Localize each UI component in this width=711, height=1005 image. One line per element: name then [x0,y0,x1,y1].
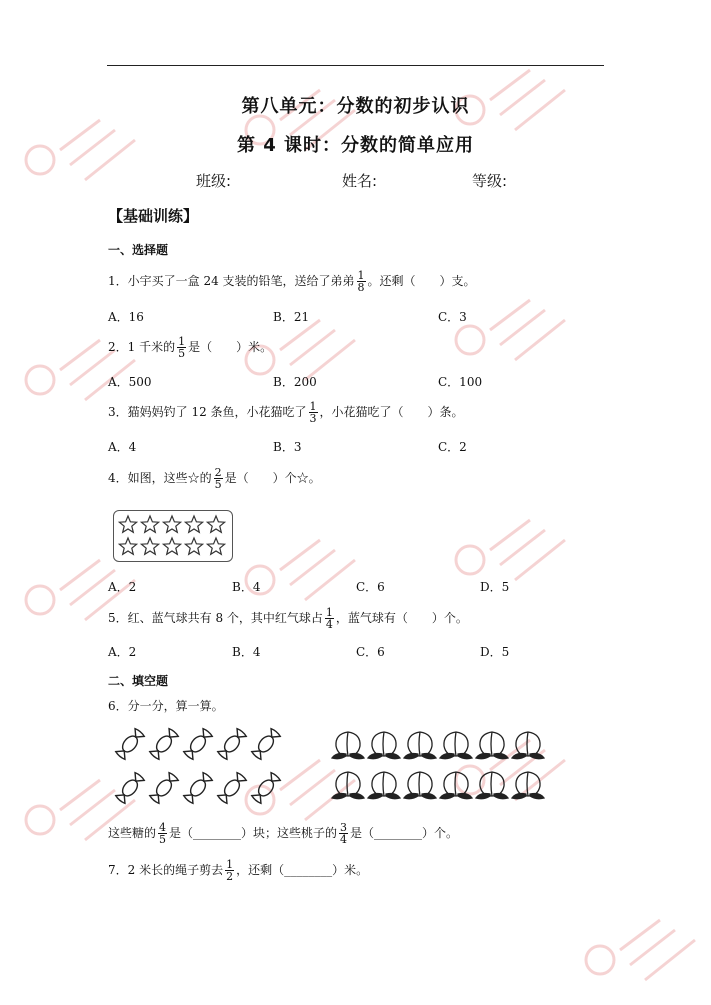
q5-text: 5．红、蓝气球共有 8 个，其中红气球占 [108,611,323,625]
watermark-mark [586,920,695,980]
q5-text-post: ，蓝气球有（ ）个。 [335,611,468,625]
candy-figure [112,722,292,810]
peach-icon [404,772,436,799]
peach-icon [476,732,508,759]
question-7 [108,859,368,882]
star-icon [185,516,202,532]
q4-option-c: C．6 [356,580,385,594]
peach-icon [332,732,364,759]
q2-fraction: $\frac{1}{5}$ [178,335,186,360]
q3-option-a: A．4 [108,440,137,454]
name-label: 姓名: [342,172,378,190]
candy-icon [149,772,179,804]
grade-label: 等级: [472,172,508,190]
top-rule [107,65,604,66]
q7-fraction: $\frac{1}{2}$ [226,858,234,883]
candy-icon [251,772,281,804]
question-1 [108,270,476,293]
q4-fraction: $\frac{2}{5}$ [214,466,222,491]
star-icon [141,538,158,554]
q1-text-post: 。还剩（ ）支。 [367,274,476,288]
q5-option-c: C．6 [356,645,385,659]
peach-icon [332,772,364,799]
q2-option-c: C．100 [438,375,483,389]
page-subtitle: 第 4 课时：分数的简单应用 [236,135,475,156]
q5-fraction: $\frac{1}{4}$ [325,606,333,631]
star-icon [163,538,180,554]
q2-option-b: B．200 [273,375,317,389]
question-2 [108,336,272,359]
peach-icon [440,732,472,759]
q6-fraction-candy: $\frac{4}{5}$ [159,821,167,846]
candy-icon [183,772,213,804]
part-choice-heading: 一、选择题 [108,243,169,257]
question-5 [108,607,468,630]
candy-icon [251,728,281,760]
q7-text-post: ，还剩（________）米。 [236,863,369,877]
question-6-answer [108,822,458,845]
q5-option-d: D．5 [480,645,510,659]
question-6: 6．分一分，算一算。 [108,699,224,713]
star-grid [114,511,232,561]
star-icon [119,538,136,554]
peach-icon [368,732,400,759]
star-icon [207,516,224,532]
question-3 [108,401,464,424]
q7-text: 7．2 米长的绳子剪去 [108,863,224,877]
star-icon [207,538,224,554]
peach-icon [512,772,544,799]
class-label: 班级: [196,172,232,190]
candy-icon [149,728,179,760]
q1-fraction: $\frac{1}{8}$ [357,269,365,294]
candy-icon [115,728,145,760]
peach-icon [404,732,436,759]
q1-option-a: A．16 [108,310,144,324]
q6-text-post: 是（________）个。 [350,826,459,840]
watermark-mark [246,540,355,600]
q5-option-a: A．2 [108,645,137,659]
page-title: 第八单元：分数的初步认识 [241,96,470,117]
q4-option-d: D．5 [480,580,510,594]
q6-text-mid: 是（________）块；这些桃子的 [169,826,338,840]
q3-text-post: ，小花猫吃了（ ）条。 [319,405,464,419]
q1-option-c: C．3 [438,310,467,324]
peach-icon [440,772,472,799]
star-icon [141,516,158,532]
q1-text: 1．小宇买了一盒 24 支装的铅笔，送给了弟弟 [108,274,355,288]
q4-option-a: A．2 [108,580,137,594]
q4-option-b: B．4 [232,580,261,594]
candy-icon [115,772,145,804]
candy-icon [217,772,247,804]
q4-text: 4．如图，这些☆的 [108,471,212,485]
star-figure [113,510,233,562]
q3-text: 3．猫妈妈钓了 12 条鱼，小花猫吃了 [108,405,307,419]
peach-icon [476,772,508,799]
q3-fraction: $\frac{1}{3}$ [309,400,317,425]
candy-icon [217,728,247,760]
star-icon [119,516,136,532]
watermark-mark [456,300,565,360]
q6-text: 这些糖的 [108,826,157,840]
peach-icon [368,772,400,799]
peach-icon [512,732,544,759]
q2-text: 2．1 千米的 [108,340,176,354]
q5-option-b: B．4 [232,645,261,659]
q4-text-post: 是（ ）个☆。 [224,471,321,485]
star-icon [185,538,202,554]
watermark-mark [456,520,565,580]
q1-option-b: B．21 [273,310,310,324]
candy-icon [183,728,213,760]
part-fill-heading: 二、填空题 [108,674,169,688]
peach-figure [328,730,550,810]
star-icon [163,516,180,532]
section-heading: 【基础训练】 [108,207,199,225]
question-4 [108,467,321,490]
q2-text-post: 是（ ）米。 [188,340,273,354]
q3-option-b: B．3 [273,440,302,454]
q3-option-c: C．2 [438,440,467,454]
q6-fraction-peach: $\frac{3}{4}$ [340,821,348,846]
q2-option-a: A．500 [108,375,152,389]
